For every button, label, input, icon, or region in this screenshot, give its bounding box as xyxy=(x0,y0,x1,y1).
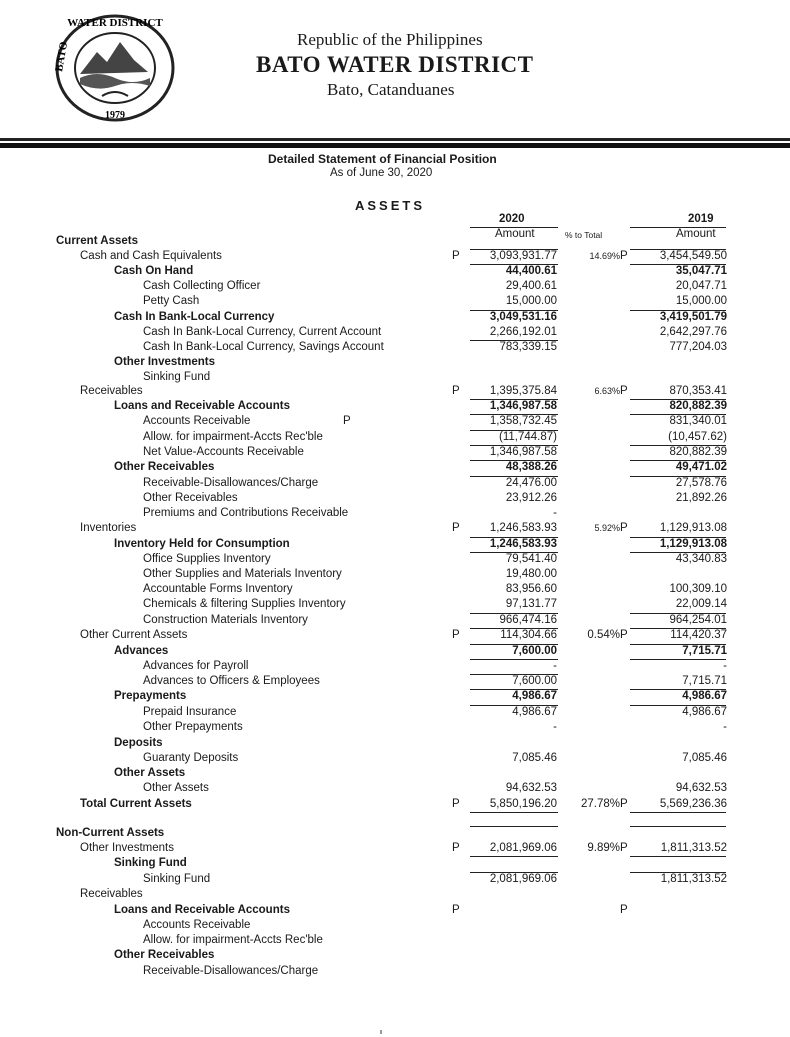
amount-2019: 49,471.02 xyxy=(675,461,727,473)
header-rule-top xyxy=(0,138,790,141)
statement-row xyxy=(0,736,790,751)
col-year-2019: 2019 xyxy=(688,213,714,225)
statement-row xyxy=(0,506,790,521)
amount-2020: 94,632.53 xyxy=(505,782,557,794)
row-label: Non-Current Assets xyxy=(56,827,165,839)
statement-row xyxy=(0,781,790,796)
column-rule xyxy=(470,644,558,645)
column-rule xyxy=(470,856,558,857)
row-label: Other Receivables xyxy=(114,461,215,473)
row-label: Cash Collecting Officer xyxy=(143,280,261,292)
amount-2020: 3,049,531.16 xyxy=(489,311,557,323)
amount-2019: - xyxy=(723,660,727,672)
peso-sign-2019: P xyxy=(620,522,628,534)
amount-2020: 15,000.00 xyxy=(505,295,557,307)
amount-2019: 820,882.39 xyxy=(669,446,727,458)
column-rule xyxy=(630,249,726,250)
amount-2020: 19,480.00 xyxy=(505,568,557,580)
peso-sign-2019: P xyxy=(620,842,628,854)
amount-2019: 100,309.10 xyxy=(669,583,727,595)
statement-row xyxy=(0,476,790,491)
column-rule xyxy=(630,264,726,265)
row-label: Receivables xyxy=(80,385,143,397)
amount-2019: 7,085.46 xyxy=(682,752,727,764)
amount-2020: 2,081,969.06 xyxy=(489,873,557,885)
column-rule xyxy=(470,476,558,477)
col-amount-2020: Amount xyxy=(495,228,535,240)
column-rule xyxy=(470,537,558,538)
amount-2020: 24,476.00 xyxy=(505,477,557,489)
statement-row xyxy=(0,399,790,414)
amount-2020: 4,986.67 xyxy=(512,690,557,702)
statement-row xyxy=(0,310,790,325)
section-title: ASSETS xyxy=(355,198,426,213)
row-label: Current Assets xyxy=(56,235,139,247)
statement-row xyxy=(0,355,790,370)
column-rule xyxy=(630,460,726,461)
statement-row xyxy=(0,659,790,674)
amount-2019: 7,715.71 xyxy=(682,645,727,657)
amount-2020: 1,346,987.58 xyxy=(489,400,557,412)
col-pct-total: % to Total xyxy=(565,230,603,240)
row-label: Receivable-Disallowances/Charge xyxy=(143,477,319,489)
statement-row xyxy=(0,797,790,812)
row-label: Other Current Assets xyxy=(80,629,188,641)
row-label: Premiums and Contributions Receivable xyxy=(143,507,349,519)
column-rule xyxy=(470,340,558,341)
peso-sign-2020: P xyxy=(452,842,460,854)
row-label: Other Supplies and Materials Inventory xyxy=(143,568,342,580)
peso-sign-2019: P xyxy=(620,904,628,916)
column-rule xyxy=(630,310,726,311)
column-rule xyxy=(470,249,558,250)
statement-row xyxy=(0,460,790,475)
row-label: Other Receivables xyxy=(143,492,238,504)
amount-2019: 21,892.26 xyxy=(675,492,727,504)
amount-2020: 5,850,196.20 xyxy=(489,798,557,810)
row-label: Office Supplies Inventory xyxy=(143,553,271,565)
column-rule xyxy=(630,689,726,690)
amount-2019: 831,340.01 xyxy=(669,415,727,427)
amount-2020: 2,081,969.06 xyxy=(489,842,557,854)
pct-to-total: 9.89% xyxy=(587,842,620,854)
amount-2020: 97,131.77 xyxy=(505,598,557,610)
amount-2020: 2,266,192.01 xyxy=(489,326,557,338)
row-label: Prepayments xyxy=(114,690,187,702)
row-label: Chemicals & filtering Supplies Inventory xyxy=(143,598,346,610)
column-rule xyxy=(470,659,558,660)
column-rule xyxy=(630,826,726,827)
amount-2020: 7,600.00 xyxy=(512,645,557,657)
statement-row xyxy=(0,325,790,340)
bato-water-district-seal xyxy=(52,12,178,124)
column-rule xyxy=(630,812,726,813)
amount-2020: 4,986.67 xyxy=(512,706,557,718)
row-label: Sinking Fund xyxy=(114,857,187,869)
peso-sign-2020: P xyxy=(452,798,460,810)
row-label: Prepaid Insurance xyxy=(143,706,237,718)
statement-row xyxy=(0,537,790,552)
row-label: Other Receivables xyxy=(114,949,215,961)
statement-row xyxy=(0,689,790,704)
svg-text:BATO: BATO xyxy=(53,40,71,73)
statement-row xyxy=(0,933,790,948)
header-rule-bottom xyxy=(0,143,790,148)
column-rule xyxy=(470,310,558,311)
statement-row xyxy=(0,751,790,766)
column-rule xyxy=(630,537,726,538)
statement-row xyxy=(0,279,790,294)
row-label: Advances xyxy=(114,645,169,657)
column-rule xyxy=(470,812,558,813)
statement-row xyxy=(0,964,790,979)
column-rule xyxy=(470,613,558,614)
amount-2020: 114,304.66 xyxy=(500,629,557,641)
column-rule xyxy=(630,659,726,660)
row-label: Total Current Assets xyxy=(80,798,192,810)
col-amount-2019: Amount xyxy=(676,228,716,240)
statement-title: Detailed Statement of Financial Position xyxy=(268,152,497,166)
column-rule xyxy=(630,628,726,629)
amount-2019: 1,811,313.52 xyxy=(660,873,727,885)
column-rule xyxy=(470,430,558,431)
svg-text:1979: 1979 xyxy=(105,110,125,121)
amount-2019: 964,254.01 xyxy=(669,614,727,626)
row-label: Allow. for impairment-Accts Rec'ble xyxy=(143,431,323,443)
column-rule xyxy=(630,644,726,645)
peso-sign-2019: P xyxy=(620,629,628,641)
statement-row xyxy=(0,826,790,841)
peso-sign-2019: P xyxy=(620,798,628,810)
amount-2020: 44,400.61 xyxy=(505,265,557,277)
row-label: Cash In Bank-Local Currency xyxy=(114,311,275,323)
pct-to-total: 27.78% xyxy=(580,798,620,810)
column-rule xyxy=(470,264,558,265)
statement-row xyxy=(0,872,790,887)
statement-row xyxy=(0,705,790,720)
statement-row xyxy=(0,887,790,902)
row-label: Cash In Bank-Local Currency, Current Account xyxy=(143,326,382,338)
statement-row xyxy=(0,674,790,689)
amount-2019: 94,632.53 xyxy=(675,782,727,794)
column-rule xyxy=(470,674,558,675)
peso-sign-2020: P xyxy=(452,629,460,641)
amount-2019: - xyxy=(723,721,727,733)
org-location: Bato, Catanduanes xyxy=(327,80,455,99)
statement-row xyxy=(0,613,790,628)
pct-to-total: 6.63% xyxy=(594,386,620,396)
amount-2020: 966,474.16 xyxy=(499,614,557,626)
amount-2020: 1,395,375.84 xyxy=(489,385,557,397)
scan-speck xyxy=(380,1030,382,1034)
row-label: Net Value-Accounts Receivable xyxy=(143,446,304,458)
statement-row xyxy=(0,264,790,279)
statement-row xyxy=(0,249,790,264)
column-rule xyxy=(470,826,558,827)
amount-2019: 35,047.71 xyxy=(675,265,727,277)
amount-2019: 15,000.00 xyxy=(675,295,727,307)
peso-sign-2019: P xyxy=(620,385,628,397)
row-label: Petty Cash xyxy=(143,295,200,307)
statement-row xyxy=(0,766,790,781)
statement-row xyxy=(0,491,790,506)
column-rule xyxy=(630,552,726,553)
column-rule xyxy=(470,705,558,706)
column-rule xyxy=(470,414,558,415)
row-label: Cash On Hand xyxy=(114,265,194,277)
amount-2019: (10,457.62) xyxy=(668,431,727,443)
column-rule xyxy=(630,856,726,857)
column-rule xyxy=(630,705,726,706)
amount-2020: 1,358,732.45 xyxy=(489,415,557,427)
amount-2020: 1,246,583.93 xyxy=(489,538,557,550)
amount-2020: - xyxy=(553,660,557,672)
statement-row xyxy=(0,340,790,355)
statement-row xyxy=(0,234,790,249)
amount-2020: 83,956.60 xyxy=(505,583,557,595)
org-name: BATO WATER DISTRICT xyxy=(256,52,534,77)
statement-row xyxy=(0,918,790,933)
column-rule xyxy=(470,872,558,873)
column-rule xyxy=(630,414,726,415)
pct-to-total: 14.69% xyxy=(589,251,620,261)
statement-date: As of June 30, 2020 xyxy=(330,167,433,179)
amount-2020: 1,246,583.93 xyxy=(489,522,557,534)
amount-2020: 7,085.46 xyxy=(512,752,557,764)
amount-2020: 79,541.40 xyxy=(505,553,557,565)
row-label: Receivable-Disallowances/Charge xyxy=(143,965,319,977)
statement-row xyxy=(0,903,790,918)
statement-row xyxy=(0,414,790,429)
amount-2019: 114,420.37 xyxy=(670,629,727,641)
amount-2019: 22,009.14 xyxy=(675,598,727,610)
amount-2019: 5,569,236.36 xyxy=(659,798,727,810)
row-label: Cash and Cash Equivalents xyxy=(80,250,222,262)
peso-sign-mid: P xyxy=(343,415,351,427)
row-label: Advances for Payroll xyxy=(143,660,249,672)
peso-sign-2020: P xyxy=(452,522,460,534)
statement-row xyxy=(0,384,790,399)
amount-2020: 48,388.26 xyxy=(505,461,557,473)
peso-sign-2020: P xyxy=(452,250,460,262)
row-label: Inventories xyxy=(80,522,137,534)
row-label: Other Assets xyxy=(114,767,186,779)
column-rule xyxy=(630,613,726,614)
amount-2019: 7,715.71 xyxy=(682,675,727,687)
statement-row xyxy=(0,628,790,643)
column-rule xyxy=(630,872,726,873)
amount-2020: 783,339.15 xyxy=(499,341,557,353)
pct-to-total: 5.92% xyxy=(594,523,620,533)
peso-sign-2020: P xyxy=(452,385,460,397)
row-label: Advances to Officers & Employees xyxy=(143,675,320,687)
row-label: Other Prepayments xyxy=(143,721,243,733)
row-label: Accountable Forms Inventory xyxy=(143,583,293,595)
row-label: Receivables xyxy=(80,888,143,900)
statement-row xyxy=(0,445,790,460)
column-rule xyxy=(470,689,558,690)
amount-2020: - xyxy=(553,507,557,519)
statement-row xyxy=(0,582,790,597)
amount-2019: 4,986.67 xyxy=(682,690,727,702)
row-label: Loans and Receivable Accounts xyxy=(114,904,290,916)
statement-row xyxy=(0,856,790,871)
amount-2020: 23,912.26 xyxy=(505,492,557,504)
row-label: Sinking Fund xyxy=(143,873,211,885)
column-rule xyxy=(470,552,558,553)
column-rule xyxy=(470,628,558,629)
amount-2019: 777,204.03 xyxy=(669,341,727,353)
row-label: Construction Materials Inventory xyxy=(143,614,308,626)
column-rule xyxy=(630,476,726,477)
statement-row xyxy=(0,720,790,735)
row-label: Other Investments xyxy=(80,842,174,854)
column-rule xyxy=(470,399,558,400)
amount-2020: 29,400.61 xyxy=(505,280,557,292)
amount-2020: (11,744.87) xyxy=(499,431,557,443)
statement-row xyxy=(0,841,790,856)
peso-sign-2020: P xyxy=(452,904,460,916)
row-label: Other Assets xyxy=(143,782,209,794)
statement-row xyxy=(0,644,790,659)
svg-text:WATER DISTRICT: WATER DISTRICT xyxy=(67,17,163,29)
pct-to-total: 0.54% xyxy=(587,629,620,641)
row-label: Accounts Receivable xyxy=(143,415,251,427)
amount-2020: 1,346,987.58 xyxy=(489,446,557,458)
amount-2019: 870,353.41 xyxy=(669,385,727,397)
statement-row xyxy=(0,430,790,445)
column-rule xyxy=(470,445,558,446)
amount-2019: 3,454,549.50 xyxy=(659,250,727,262)
row-label: Accounts Receivable xyxy=(143,919,251,931)
column-rule xyxy=(630,399,726,400)
amount-2020: 7,600.00 xyxy=(512,675,557,687)
statement-row xyxy=(0,948,790,963)
amount-2019: 43,340.83 xyxy=(675,553,727,565)
row-label: Allow. for impairment-Accts Rec'ble xyxy=(143,934,323,946)
republic-text: Republic of the Philippines xyxy=(297,30,483,49)
amount-2019: 1,129,913.08 xyxy=(659,522,727,534)
amount-2019: 4,986.67 xyxy=(682,706,727,718)
row-label: Loans and Receivable Accounts xyxy=(114,400,290,412)
column-rule xyxy=(630,445,726,446)
row-label: Sinking Fund xyxy=(143,371,211,383)
statement-row xyxy=(0,552,790,567)
statement-row xyxy=(0,597,790,612)
row-label: Guaranty Deposits xyxy=(143,752,239,764)
row-label: Inventory Held for Consumption xyxy=(114,538,290,550)
amount-2019: 27,578.76 xyxy=(675,477,727,489)
amount-2019: 2,642,297.76 xyxy=(659,326,727,338)
amount-2019: 820,882.39 xyxy=(669,400,727,412)
statement-row xyxy=(0,521,790,536)
row-label: Cash In Bank-Local Currency, Savings Account xyxy=(143,341,384,353)
statement-row xyxy=(0,294,790,309)
amount-2019: 1,129,913.08 xyxy=(659,538,727,550)
amount-2019: 20,047.71 xyxy=(675,280,727,292)
amount-2019: 3,419,501.79 xyxy=(659,311,727,323)
peso-sign-2019: P xyxy=(620,250,628,262)
amount-2019: 1,811,313.52 xyxy=(660,842,727,854)
amount-2020: - xyxy=(553,721,557,733)
row-label: Deposits xyxy=(114,737,163,749)
col-year-2020: 2020 xyxy=(499,213,525,225)
amount-2020: 3,093,931.77 xyxy=(489,250,557,262)
statement-row xyxy=(0,567,790,582)
row-label: Other Investments xyxy=(114,356,215,368)
column-rule xyxy=(470,460,558,461)
statement-row xyxy=(0,370,790,385)
